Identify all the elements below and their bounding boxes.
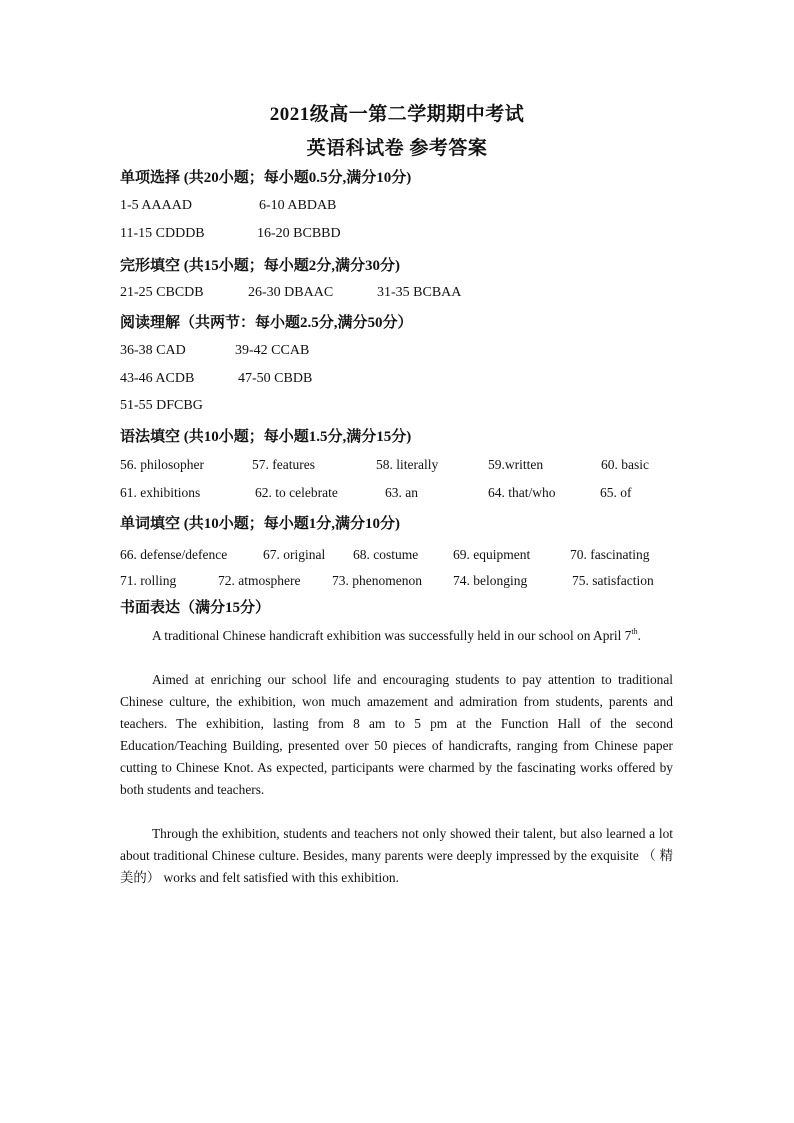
exam-subtitle: 英语科试卷 参考答案 [306, 138, 488, 159]
answer-item: 73. phenomenon [332, 573, 422, 588]
answer-group: 1-5 AAAAD [120, 198, 192, 213]
answer-item: 75. satisfaction [572, 573, 654, 588]
answer-group: 21-25 CBCDB [120, 285, 204, 300]
answer-item: 66. defense/defence [120, 547, 228, 562]
answer-item: 56. philosopher [120, 457, 204, 472]
answer-item: 61. exhibitions [120, 485, 201, 500]
answer-group: 39-42 CCAB [235, 343, 310, 358]
essay-text: A traditional Chinese handicraft exhibition was successfully held in our school on April 7 [152, 628, 632, 643]
answer-item: 70. fascinating [570, 547, 650, 562]
answer-item: 71. rolling [120, 573, 177, 588]
section-heading-single-choice: 单项选择 (共20小题；每小题0.5分,满分10分) [120, 170, 412, 186]
answer-group: 6-10 ABDAB [259, 198, 337, 213]
answer-item: 63. an [385, 485, 418, 500]
answer-group: 47-50 CBDB [238, 371, 313, 386]
essay-paragraph-2: Aimed at enriching our school life and encouraging students to pay attention to traditional Chinese culture, the exhibition, won much amazement and admiration from students, parents and teachers. The exhibition, lasting from 8 am to 5 pm at the Function Hall of the second Education/Teaching Building, presented over 50 pieces of handicrafts, ranging from Chinese paper cutting to Chinese Knot. As expected, participants were charmed by the fascinating works offered by both students and teachers. [120, 672, 673, 797]
essay-paragraph-1 [120, 625, 673, 647]
answer-item: 58. literally [376, 457, 439, 472]
section-heading-writing: 书面表达（满分15分） [120, 600, 271, 616]
section-heading-reading: 阅读理解（共两节：每小题2.5分,满分50分） [120, 315, 413, 331]
section-heading-vocab: 单词填空 (共10小题；每小题1分,满分10分) [120, 516, 400, 532]
answer-item: 72. atmosphere [218, 573, 301, 588]
section-heading-grammar: 语法填空 (共10小题；每小题1.5分,满分15分) [120, 429, 412, 445]
answer-group: 26-30 DBAAC [248, 285, 334, 300]
answer-group: 51-55 DFCBG [120, 398, 203, 413]
answer-item: 64. that/who [488, 485, 556, 500]
answer-item: 69. equipment [453, 547, 531, 562]
ordinal-suffix: th [631, 627, 638, 636]
answer-item: 62. to celebrate [255, 485, 338, 500]
answer-item: 60. basic [601, 457, 649, 472]
section-heading-cloze: 完形填空 (共15小题；每小题2分,满分30分) [120, 258, 400, 274]
answer-item: 67. original [263, 547, 326, 562]
answer-item: 59.written [488, 457, 544, 472]
answer-item: 57. features [252, 457, 315, 472]
answer-group: 31-35 BCBAA [377, 285, 462, 300]
answer-group: 11-15 CDDDB [120, 226, 205, 241]
answer-item: 68. costume [353, 547, 419, 562]
answer-group: 16-20 BCBBD [257, 226, 341, 241]
answer-item: 65. of [600, 485, 632, 500]
essay-paragraph-3: Through the exhibition, students and teachers not only showed their talent, but also learned a lot about traditional Chinese culture. Besides, many parents were deeply impressed by the exquisite （ 精美的） works and felt satisfied with this exhibition. [120, 826, 673, 885]
exam-title: 2021级高一第二学期期中考试 [269, 104, 525, 125]
answer-item: 74. belonging [453, 573, 528, 588]
answer-group: 36-38 CAD [120, 343, 186, 358]
answer-group: 43-46 ACDB [120, 371, 195, 386]
essay-text: . [637, 628, 641, 643]
